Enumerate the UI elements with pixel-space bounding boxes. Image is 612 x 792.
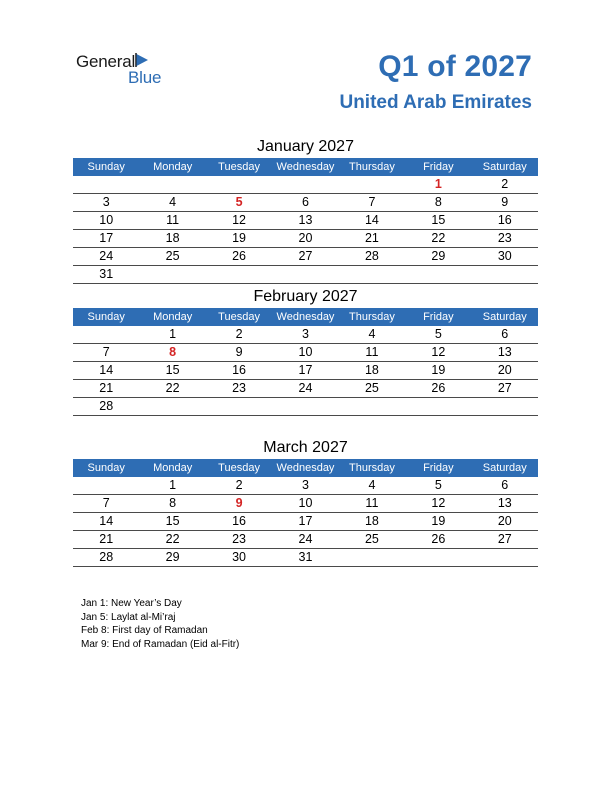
day-cell: 18 bbox=[139, 230, 205, 248]
weekday-header: Sunday bbox=[73, 158, 139, 176]
weekday-header: Monday bbox=[139, 158, 205, 176]
day-cell: 9 bbox=[472, 194, 538, 212]
month-title: February 2027 bbox=[253, 288, 358, 305]
day-cell: 6 bbox=[472, 326, 538, 344]
day-cell bbox=[405, 398, 471, 416]
day-cell bbox=[272, 266, 338, 284]
weekday-header: Sunday bbox=[73, 459, 139, 477]
weekday-header: Wednesday bbox=[272, 308, 338, 326]
day-cell: 11 bbox=[339, 344, 405, 362]
day-cell: 8 bbox=[139, 495, 205, 513]
day-cell: 20 bbox=[272, 230, 338, 248]
day-cell: 31 bbox=[272, 549, 338, 567]
day-cell: 10 bbox=[73, 212, 139, 230]
day-cell: 14 bbox=[339, 212, 405, 230]
day-cell: 10 bbox=[272, 495, 338, 513]
weekday-header: Friday bbox=[405, 308, 471, 326]
day-cell: 28 bbox=[73, 549, 139, 567]
day-cell: 24 bbox=[73, 248, 139, 266]
day-cell bbox=[272, 176, 338, 194]
day-cell: 9 bbox=[206, 344, 272, 362]
day-cell bbox=[139, 266, 205, 284]
day-cell: 26 bbox=[206, 248, 272, 266]
day-cell: 23 bbox=[206, 531, 272, 549]
day-cell bbox=[405, 549, 471, 567]
logo-text-blue: Blue bbox=[128, 68, 162, 87]
day-cell: 16 bbox=[472, 212, 538, 230]
holiday-notes bbox=[81, 597, 239, 651]
day-cell: 14 bbox=[73, 513, 139, 531]
day-cell: 11 bbox=[339, 495, 405, 513]
day-cell: 30 bbox=[206, 549, 272, 567]
day-cell: 18 bbox=[339, 362, 405, 380]
day-cell: 6 bbox=[472, 477, 538, 495]
day-cell: 16 bbox=[206, 513, 272, 531]
weekday-header: Monday bbox=[139, 308, 205, 326]
day-cell bbox=[73, 326, 139, 344]
day-cell: 12 bbox=[405, 344, 471, 362]
day-cell: 19 bbox=[206, 230, 272, 248]
day-cell: 20 bbox=[472, 513, 538, 531]
day-cell: 14 bbox=[73, 362, 139, 380]
day-cell: 13 bbox=[272, 212, 338, 230]
day-cell: 25 bbox=[139, 248, 205, 266]
day-cell: 17 bbox=[272, 362, 338, 380]
day-cell: 24 bbox=[272, 531, 338, 549]
day-cell: 19 bbox=[405, 362, 471, 380]
day-cell: 7 bbox=[339, 194, 405, 212]
flag-icon bbox=[135, 53, 149, 67]
day-cell bbox=[206, 176, 272, 194]
day-cell: 28 bbox=[73, 398, 139, 416]
day-cell: 30 bbox=[472, 248, 538, 266]
country-name: United Arab Emirates bbox=[339, 92, 532, 113]
day-cell: 4 bbox=[139, 194, 205, 212]
day-cell: 3 bbox=[272, 326, 338, 344]
month-grid bbox=[73, 158, 538, 284]
day-cell bbox=[73, 477, 139, 495]
day-cell: 3 bbox=[73, 194, 139, 212]
weekday-header: Wednesday bbox=[272, 459, 338, 477]
day-cell: 27 bbox=[272, 248, 338, 266]
day-cell: 27 bbox=[472, 531, 538, 549]
day-cell: 3 bbox=[272, 477, 338, 495]
holiday-day-cell: 5 bbox=[206, 194, 272, 212]
day-cell: 21 bbox=[73, 380, 139, 398]
month-title: January 2027 bbox=[257, 138, 354, 155]
holiday-day-cell: 1 bbox=[405, 176, 471, 194]
day-cell bbox=[405, 266, 471, 284]
day-cell: 26 bbox=[405, 531, 471, 549]
page-title: Q1 of 2027 bbox=[378, 50, 532, 83]
weekday-header: Wednesday bbox=[272, 158, 338, 176]
day-cell: 13 bbox=[472, 495, 538, 513]
day-cell: 5 bbox=[405, 477, 471, 495]
day-cell: 10 bbox=[272, 344, 338, 362]
day-cell: 19 bbox=[405, 513, 471, 531]
day-cell: 29 bbox=[405, 248, 471, 266]
holiday-note: Jan 5: Laylat al-Mi’raj bbox=[81, 611, 176, 623]
brand-logo bbox=[76, 52, 176, 88]
weekday-header: Monday bbox=[139, 459, 205, 477]
day-cell: 4 bbox=[339, 477, 405, 495]
day-cell: 29 bbox=[139, 549, 205, 567]
day-cell: 17 bbox=[272, 513, 338, 531]
day-cell: 12 bbox=[405, 495, 471, 513]
holiday-day-cell: 9 bbox=[206, 495, 272, 513]
holiday-note: Feb 8: First day of Ramadan bbox=[81, 625, 208, 636]
day-cell: 28 bbox=[339, 248, 405, 266]
day-cell: 16 bbox=[206, 362, 272, 380]
day-cell: 7 bbox=[73, 344, 139, 362]
day-cell bbox=[139, 176, 205, 194]
day-cell: 22 bbox=[405, 230, 471, 248]
day-cell: 2 bbox=[206, 326, 272, 344]
day-cell: 13 bbox=[472, 344, 538, 362]
day-cell: 21 bbox=[339, 230, 405, 248]
month-title: March 2027 bbox=[263, 439, 348, 456]
weekday-header: Saturday bbox=[472, 308, 538, 326]
day-cell: 25 bbox=[339, 531, 405, 549]
day-cell: 12 bbox=[206, 212, 272, 230]
day-cell: 5 bbox=[405, 326, 471, 344]
weekday-header: Friday bbox=[405, 459, 471, 477]
month-calendar bbox=[73, 437, 538, 567]
day-cell bbox=[206, 266, 272, 284]
day-cell bbox=[206, 398, 272, 416]
day-cell: 8 bbox=[405, 194, 471, 212]
day-cell: 15 bbox=[139, 362, 205, 380]
day-cell bbox=[339, 549, 405, 567]
weekday-header: Saturday bbox=[472, 158, 538, 176]
weekday-header: Friday bbox=[405, 158, 471, 176]
day-cell: 23 bbox=[472, 230, 538, 248]
day-cell: 21 bbox=[73, 531, 139, 549]
weekday-header: Sunday bbox=[73, 308, 139, 326]
month-grid bbox=[73, 308, 538, 416]
month-calendar bbox=[73, 286, 538, 416]
holiday-day-cell: 8 bbox=[139, 344, 205, 362]
day-cell: 20 bbox=[472, 362, 538, 380]
day-cell bbox=[339, 398, 405, 416]
day-cell bbox=[472, 266, 538, 284]
day-cell: 31 bbox=[73, 266, 139, 284]
day-cell: 2 bbox=[472, 176, 538, 194]
day-cell: 11 bbox=[139, 212, 205, 230]
day-cell: 26 bbox=[405, 380, 471, 398]
day-cell: 22 bbox=[139, 531, 205, 549]
weekday-header: Thursday bbox=[339, 158, 405, 176]
day-cell bbox=[139, 398, 205, 416]
day-cell: 18 bbox=[339, 513, 405, 531]
weekday-header: Tuesday bbox=[206, 459, 272, 477]
weekday-header: Thursday bbox=[339, 308, 405, 326]
day-cell: 4 bbox=[339, 326, 405, 344]
day-cell bbox=[73, 176, 139, 194]
day-cell bbox=[339, 266, 405, 284]
day-cell: 6 bbox=[272, 194, 338, 212]
day-cell: 2 bbox=[206, 477, 272, 495]
month-grid bbox=[73, 459, 538, 567]
day-cell: 17 bbox=[73, 230, 139, 248]
day-cell bbox=[472, 549, 538, 567]
day-cell: 15 bbox=[139, 513, 205, 531]
day-cell bbox=[472, 398, 538, 416]
day-cell bbox=[272, 398, 338, 416]
day-cell: 22 bbox=[139, 380, 205, 398]
day-cell: 23 bbox=[206, 380, 272, 398]
day-cell bbox=[339, 176, 405, 194]
weekday-header: Tuesday bbox=[206, 158, 272, 176]
holiday-note: Mar 9: End of Ramadan (Eid al-Fitr) bbox=[81, 638, 240, 650]
weekday-header: Saturday bbox=[472, 459, 538, 477]
day-cell: 24 bbox=[272, 380, 338, 398]
day-cell: 1 bbox=[139, 477, 205, 495]
day-cell: 27 bbox=[472, 380, 538, 398]
month-calendar bbox=[73, 136, 538, 284]
weekday-header: Thursday bbox=[339, 459, 405, 477]
weekday-header: Tuesday bbox=[206, 308, 272, 326]
day-cell: 1 bbox=[139, 326, 205, 344]
logo-text-general: General bbox=[76, 52, 136, 71]
holiday-note: Jan 1: New Year’s Day bbox=[81, 598, 182, 609]
day-cell: 7 bbox=[73, 495, 139, 513]
day-cell: 25 bbox=[339, 380, 405, 398]
day-cell: 15 bbox=[405, 212, 471, 230]
